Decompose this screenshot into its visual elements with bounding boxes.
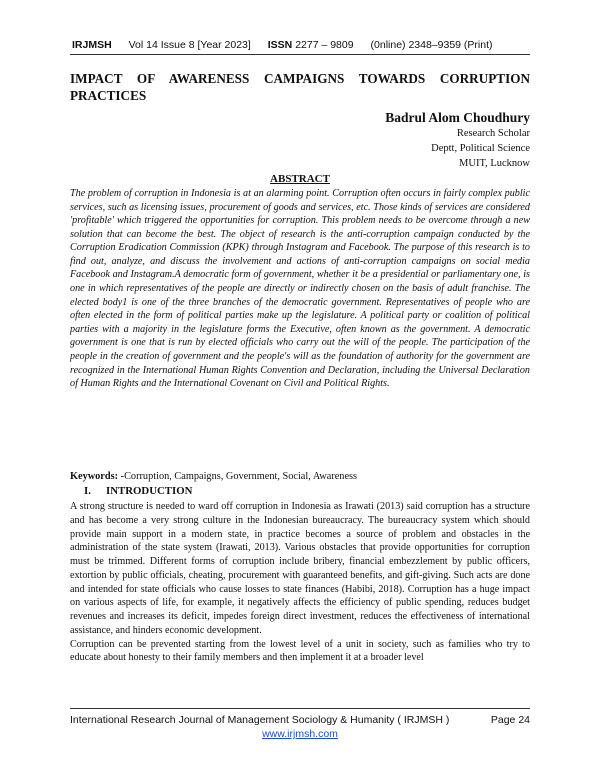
keywords-list: Corruption, Campaigns, Government, Social, Awareness [124,471,358,482]
author-institution: MUIT, Lucknow [459,158,530,169]
introduction-body [70,500,530,665]
body-paragraph: A strong structure is needed to ward off corruption in Indonesia as Irawati (2013) said corruption has a structure and has become a very strong culture in the Indonesian bureaucracy. The bureaucracy system which should provide main support in a modern state, in practice becomes a source of problem and obstacles in the administration of the state system (Irawati, 2013). Various obstacles that provide opportunities for corruption must be trimmed. Different forms of corruption include bribery, financial embezzlement by public officers, extortion by public officials, cheating, procurement with guaranteed benefits, and gift-giving. Such acts are done and intended for state officials who cause losses to state finances (Habibi, 2018). Corruption has a huge impact on various aspects of life, for example, it negatively affects the efficiency of public spending, reduces budget revenues and increases its deficit, impedes foreign direct investment, reduces the effectiveness of international assistance, and hinders economic development. [70,501,530,636]
header-rule [70,54,530,55]
keywords-label: Keywords: - [70,471,125,482]
running-footer [70,713,530,741]
footer-rule [70,708,530,709]
author-name: Badrul Alom Choudhury [385,110,530,125]
abstract-heading [70,173,530,185]
issn-online-print: (0nline) 2348–9359 (Print) [370,39,493,51]
footer-journal-name: International Research Journal of Management Sociology & Humanity ( IRJMSH ) [70,714,450,726]
section-title: INTRODUCTION [106,485,193,497]
journal-abbrev: IRJMSH [72,39,112,51]
issn-number: 2277 – 9809 [295,39,354,51]
abstract-heading-text: ABSTRACT [270,173,330,185]
body-paragraph: Corruption can be prevented starting from the lowest level of a unit in society, such as families who try to educate about honesty to their family members and then implement it at a broader level [70,638,530,664]
author-block [385,109,530,171]
section-number: I. [84,485,91,497]
abstract-text: The problem of corruption in Indonesia is at an alarming point. Corruption often occurs in fairly complex public services, such as licensing issues, procurement of goods and services, etc. Those kinds of services are considered 'profitable' which triggered the opportunities for corruption. This problem needs to be overcome through a new solution that can become the best. The object of research is the anti-corruption campaign conducted by the Corruption Eradication Commission (KPK) through Instagram and Facebook. The purpose of this research is to find out, analyze, and discuss the involvement and actions of anti-corruption campaigns on social media Facebook and Instagram.A democratic form of government, whether it be a presidential or parliamentary one, is one in which representatives of the people are directly or indirectly chosen on the basis of adult franchise. The elected body1 is one of the three branches of the democratic government. Representatives of people who are often elected in the form of political parties make up the legislature. A political party or coalition of political parties with a majority in the legislature forms the Executive, often known as the government. A democratic government is one that is run by elected officials who carry out the will of the people. The participation of the people in the creation of government and the people's will as the foundation of authority for the government are recognized in the International Human Rights Convention and Declaration, including the Universal Declaration of Human Rights and the International Covenant on Civil and Political Rights. [70,188,530,390]
page-number: Page 24 [490,714,530,726]
paper-title: IMPACT OF AWARENESS CAMPAIGNS TOWARDS CORRUPTION PRACTICES [70,71,530,103]
running-header [72,39,532,51]
issn-label: ISSN [267,39,293,51]
keywords-line [70,470,530,484]
author-role: Research Scholar [456,128,530,139]
section-heading [84,484,192,498]
journal-website-link[interactable]: www.irjmsh.com [262,728,338,740]
volume-info: Vol 14 Issue 8 [Year 2023] [128,39,251,51]
author-department: Deptt, Political Science [431,143,530,154]
